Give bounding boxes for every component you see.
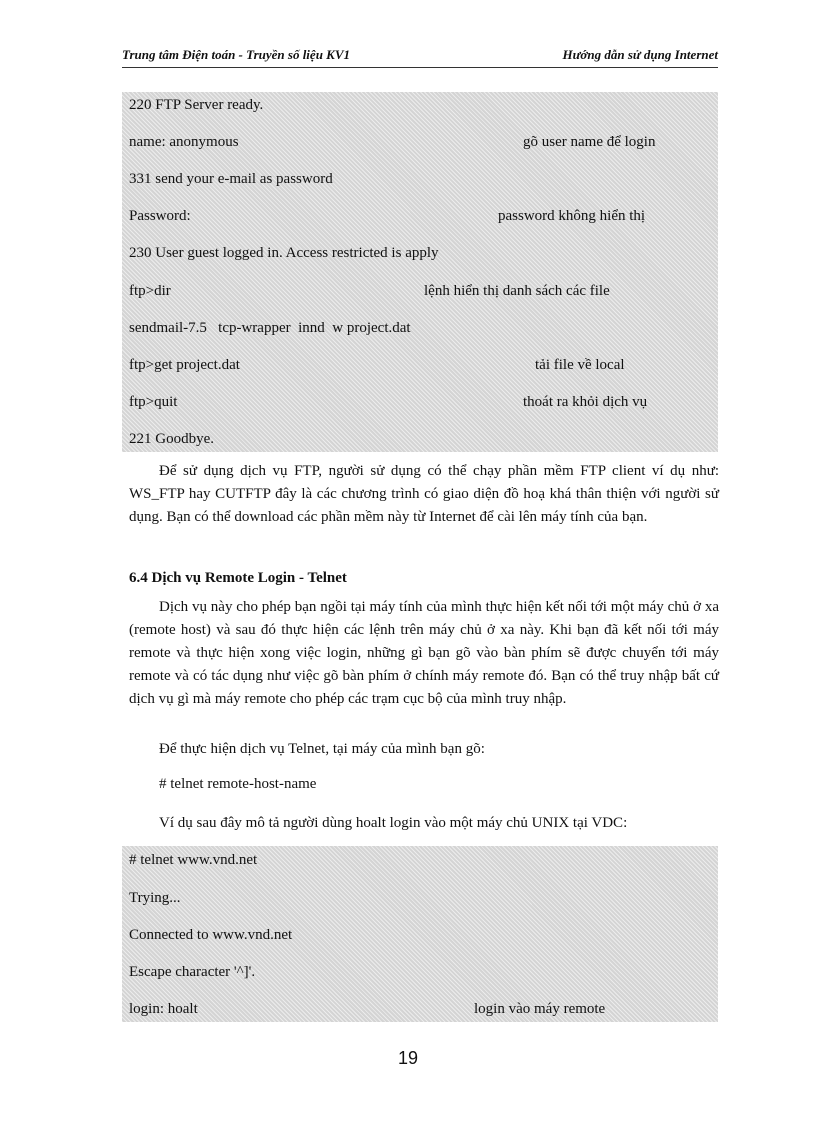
ftp-line: 230 User guest logged in. Access restricted is apply	[129, 245, 439, 261]
header-left-title: Trung tâm Điện toán - Truyền số liệu KV1	[122, 47, 351, 62]
telnet-line: Escape character '^]'.	[129, 964, 256, 980]
paragraph-telnet-howto: Để thực hiện dịch vụ Telnet, tại máy của mình bạn gõ:	[159, 741, 485, 757]
telnet-session-box	[122, 846, 718, 1022]
header-right-title: Hướng dẫn sử dụng Internet	[562, 47, 718, 62]
page-header	[122, 47, 718, 69]
ftp-note: password không hiển thị	[498, 208, 646, 224]
ftp-line: ftp>quit	[129, 394, 178, 410]
page-number: 19	[397, 1048, 419, 1068]
telnet-line: Connected to www.vnd.net	[129, 927, 293, 943]
paragraph-ftp-clients: Để sử dụng dịch vụ FTP, người sử dụng có thể chạy phần mềm FTP client ví dụ như: WS_FTP hay CUTFTP đây là các chương trình có giao diện đồ hoạ khá thân thiện với người sử dụng. Bạn có thể download các phần mềm này từ Internet để cài lên máy tính của bạn.	[129, 463, 719, 525]
section-heading: 6.4 Dịch vụ Remote Login - Telnet	[129, 570, 347, 586]
ftp-line: 220 FTP Server ready.	[129, 97, 264, 113]
telnet-line: login: hoalt	[129, 1001, 198, 1017]
header-rule	[122, 67, 718, 68]
ftp-line: Password:	[129, 208, 191, 224]
ftp-session-box	[122, 92, 718, 452]
ftp-line: sendmail-7.5 tcp-wrapper innd w project.dat	[129, 320, 411, 336]
ftp-note: lệnh hiển thị danh sách các file	[424, 283, 610, 299]
paragraph-telnet-intro: Dịch vụ này cho phép bạn ngồi tại máy tính của mình thực hiện kết nối tới một máy chủ ở xa (remote host) và sau đó thực hiện các lệnh trên máy chủ ở xa này. Khi bạn đã kết nối tới máy remote và thực hiện xong việc login, những gì bạn gõ vào bàn phím sẽ được chuyển tới máy remote và có tác dụng như việc gõ bàn phím ở chính máy remote đó. Bạn có thể truy nhập bất cứ dịch vụ gì mà máy remote cho phép các trạm cục bộ của mình truy nhập.	[129, 599, 719, 707]
telnet-line: # telnet www.vnd.net	[129, 852, 258, 868]
ftp-note: gõ user name để login	[523, 134, 656, 150]
ftp-line: 331 send your e-mail as password	[129, 171, 333, 187]
telnet-line: Trying...	[129, 890, 181, 906]
ftp-line: name: anonymous	[129, 134, 239, 150]
telnet-note: login vào máy remote	[474, 1001, 606, 1017]
ftp-line: ftp>get project.dat	[129, 357, 240, 373]
paragraph-example: Ví dụ sau đây mô tả người dùng hoalt login vào một máy chủ UNIX tại VDC:	[159, 815, 628, 831]
ftp-note: thoát ra khỏi dịch vụ	[523, 394, 648, 410]
telnet-command: # telnet remote-host-name	[159, 776, 317, 792]
ftp-note: tải file về local	[535, 357, 625, 373]
ftp-line: 221 Goodbye.	[129, 431, 214, 447]
ftp-line: ftp>dir	[129, 283, 171, 299]
